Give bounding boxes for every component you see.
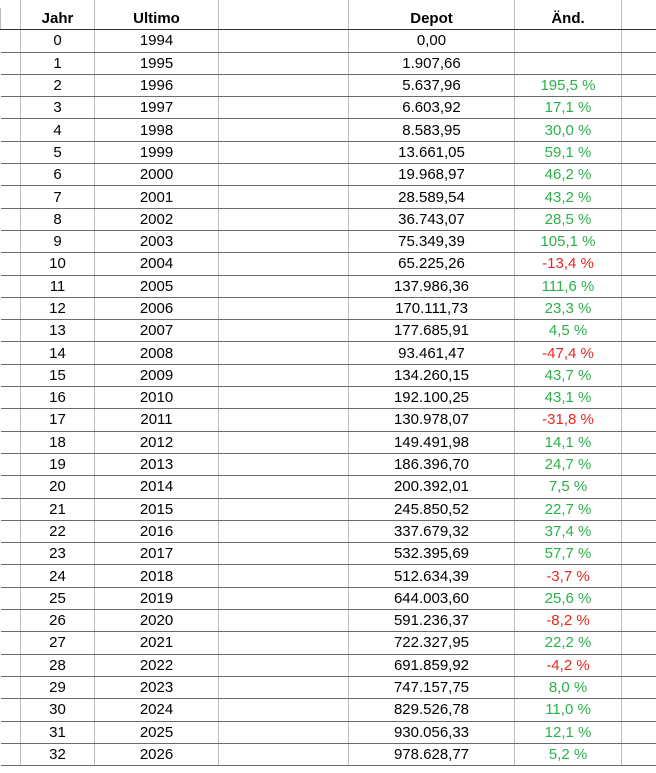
table-row [1,543,656,565]
table-row [1,74,656,96]
cell-empty[interactable] [219,30,349,52]
cell-ultimo[interactable]: 2007 [95,320,219,342]
cell-aend[interactable]: 17,1 % [515,97,622,119]
cell-ultimo[interactable]: 2015 [95,498,219,520]
cell-aend[interactable]: -8,2 % [515,610,622,632]
cell-empty[interactable] [219,676,349,698]
cell-empty[interactable] [219,364,349,386]
table-row [1,654,656,676]
table-row [1,431,656,453]
cell-ultimo[interactable]: 2021 [95,632,219,654]
cell-jahr[interactable]: 7 [21,186,95,208]
cell-right[interactable] [622,743,656,765]
cell-pad[interactable] [1,342,21,364]
cell-pad[interactable] [1,74,21,96]
cell-pad[interactable] [1,565,21,587]
cell-jahr[interactable]: 2 [21,74,95,96]
cell-empty[interactable] [219,610,349,632]
cell-jahr[interactable]: 19 [21,453,95,475]
cell-right[interactable] [622,543,656,565]
grid-line [20,0,21,8]
cell-pad[interactable] [1,699,21,721]
cell-right[interactable] [622,632,656,654]
cell-aend[interactable]: 46,2 % [515,164,622,186]
table-row [1,476,656,498]
cell-ultimo[interactable]: 2010 [95,387,219,409]
cell-jahr[interactable]: 4 [21,119,95,141]
cell-aend[interactable]: 4,5 % [515,320,622,342]
cell-jahr[interactable]: 23 [21,543,95,565]
cell-pad[interactable] [1,320,21,342]
table-row [1,230,656,252]
cell-pad[interactable] [1,676,21,698]
cell-ultimo[interactable]: 2019 [95,587,219,609]
cell-jahr[interactable]: 26 [21,610,95,632]
cell-aend[interactable]: -3,7 % [515,565,622,587]
table-row [1,52,656,74]
cell-jahr[interactable]: 12 [21,297,95,319]
depot-table [0,8,656,766]
table-row [1,119,656,141]
table-row [1,30,656,52]
cell-aend[interactable]: 43,2 % [515,186,622,208]
cell-depot[interactable]: 6.603,92 [349,97,515,119]
cell-empty[interactable] [219,632,349,654]
cell-empty[interactable] [219,164,349,186]
cell-ultimo[interactable]: 2024 [95,699,219,721]
cell-jahr[interactable]: 9 [21,230,95,252]
table-row [1,520,656,542]
cell-ultimo[interactable]: 1996 [95,74,219,96]
cell-jahr[interactable]: 8 [21,208,95,230]
cell-pad[interactable] [1,164,21,186]
cell-pad[interactable] [1,654,21,676]
cell-depot[interactable]: 75.349,39 [349,230,515,252]
cell-empty[interactable] [219,297,349,319]
cell-ultimo[interactable]: 2008 [95,342,219,364]
cell-empty[interactable] [219,52,349,74]
cell-ultimo[interactable]: 2014 [95,476,219,498]
cell-empty[interactable] [219,543,349,565]
cell-right[interactable] [622,52,656,74]
cell-jahr[interactable]: 22 [21,520,95,542]
table-row [1,208,656,230]
cell-depot[interactable]: 137.986,36 [349,275,515,297]
cell-aend[interactable]: -4,2 % [515,654,622,676]
table-row [1,409,656,431]
cell-aend[interactable]: 14,1 % [515,431,622,453]
cell-ultimo[interactable]: 2016 [95,520,219,542]
cell-jahr[interactable]: 11 [21,275,95,297]
cell-pad[interactable] [1,186,21,208]
cell-depot[interactable]: 13.661,05 [349,141,515,163]
cell-depot[interactable]: 747.157,75 [349,676,515,698]
table-row [1,387,656,409]
cell-ultimo[interactable]: 2005 [95,275,219,297]
cell-depot[interactable]: 93.461,47 [349,342,515,364]
table-row [1,498,656,520]
cell-ultimo[interactable]: 2017 [95,543,219,565]
cell-aend[interactable]: 22,2 % [515,632,622,654]
cell-depot[interactable]: 149.491,98 [349,431,515,453]
table-row [1,632,656,654]
cell-depot[interactable]: 829.526,78 [349,699,515,721]
cell-pad[interactable] [1,253,21,275]
cell-aend[interactable]: 37,4 % [515,520,622,542]
cell-right[interactable] [622,364,656,386]
cell-pad[interactable] [1,431,21,453]
cell-depot[interactable]: 36.743,07 [349,208,515,230]
table-row [1,186,656,208]
cell-aend[interactable]: 22,7 % [515,498,622,520]
cell-depot[interactable]: 978.628,77 [349,743,515,765]
cell-right[interactable] [622,699,656,721]
cell-jahr[interactable]: 24 [21,565,95,587]
cell-right[interactable] [622,97,656,119]
cell-empty[interactable] [219,342,349,364]
cell-ultimo[interactable]: 1997 [95,97,219,119]
cell-aend[interactable]: -31,8 % [515,409,622,431]
cell-depot[interactable]: 19.968,97 [349,164,515,186]
cell-depot[interactable]: 930.056,33 [349,721,515,743]
cell-right[interactable] [622,453,656,475]
cell-jahr[interactable]: 6 [21,164,95,186]
cell-empty[interactable] [219,587,349,609]
cell-right[interactable] [622,320,656,342]
cell-ultimo[interactable]: 2006 [95,297,219,319]
cell-right[interactable] [622,119,656,141]
cell-empty[interactable] [219,119,349,141]
cell-jahr[interactable]: 16 [21,387,95,409]
table-row [1,297,656,319]
cell-jahr[interactable]: 31 [21,721,95,743]
header-cell-empty[interactable] [219,8,349,30]
cell-empty[interactable] [219,520,349,542]
cell-jahr[interactable]: 32 [21,743,95,765]
cell-depot[interactable]: 245.850,52 [349,498,515,520]
cell-depot[interactable]: 722.327,95 [349,632,515,654]
cell-pad[interactable] [1,141,21,163]
cell-aend[interactable] [515,52,622,74]
cell-ultimo[interactable]: 2025 [95,721,219,743]
cell-pad[interactable] [1,721,21,743]
cell-ultimo[interactable]: 2003 [95,230,219,252]
cell-pad[interactable] [1,297,21,319]
cell-right[interactable] [622,520,656,542]
cell-empty[interactable] [219,453,349,475]
cell-aend[interactable]: 5,2 % [515,743,622,765]
table-row [1,743,656,765]
cell-aend[interactable]: 195,5 % [515,74,622,96]
cell-right[interactable] [622,498,656,520]
cell-pad[interactable] [1,743,21,765]
table-row [1,275,656,297]
cell-depot[interactable]: 177.685,91 [349,320,515,342]
cell-ultimo[interactable]: 1994 [95,30,219,52]
cell-pad[interactable] [1,498,21,520]
cell-right[interactable] [622,721,656,743]
cell-ultimo[interactable]: 2002 [95,208,219,230]
cell-aend[interactable]: 8,0 % [515,676,622,698]
cell-right[interactable] [622,164,656,186]
cell-pad[interactable] [1,520,21,542]
cell-ultimo[interactable]: 2012 [95,431,219,453]
cell-pad[interactable] [1,476,21,498]
cell-aend[interactable]: 23,3 % [515,297,622,319]
cell-aend[interactable]: 28,5 % [515,208,622,230]
cell-ultimo[interactable]: 2013 [95,453,219,475]
cell-aend[interactable]: 11,0 % [515,699,622,721]
cell-jahr[interactable]: 29 [21,676,95,698]
table-row [1,320,656,342]
table-body [1,30,656,766]
cell-aend[interactable] [515,30,622,52]
cell-right[interactable] [622,141,656,163]
cell-pad[interactable] [1,119,21,141]
cell-depot[interactable]: 186.396,70 [349,453,515,475]
cell-empty[interactable] [219,230,349,252]
cell-depot[interactable]: 591.236,37 [349,610,515,632]
cell-pad[interactable] [1,52,21,74]
cell-depot[interactable]: 1.907,66 [349,52,515,74]
cell-jahr[interactable]: 30 [21,699,95,721]
grid-line [348,0,349,8]
cell-empty[interactable] [219,743,349,765]
cell-pad[interactable] [1,97,21,119]
cell-pad[interactable] [1,453,21,475]
cell-ultimo[interactable]: 2020 [95,610,219,632]
cell-aend[interactable]: 57,7 % [515,543,622,565]
cell-jahr[interactable]: 13 [21,320,95,342]
cell-jahr[interactable]: 14 [21,342,95,364]
cell-right[interactable] [622,253,656,275]
cell-pad[interactable] [1,632,21,654]
cell-ultimo[interactable]: 2026 [95,743,219,765]
cell-jahr[interactable]: 17 [21,409,95,431]
cell-aend[interactable]: 59,1 % [515,141,622,163]
cell-right[interactable] [622,610,656,632]
cell-empty[interactable] [219,97,349,119]
cell-empty[interactable] [219,275,349,297]
cell-jahr[interactable]: 21 [21,498,95,520]
cell-aend[interactable]: 43,1 % [515,387,622,409]
cell-right[interactable] [622,387,656,409]
cell-right[interactable] [622,342,656,364]
cell-ultimo[interactable]: 2001 [95,186,219,208]
cell-right[interactable] [622,30,656,52]
cell-pad[interactable] [1,409,21,431]
cell-right[interactable] [622,676,656,698]
cell-right[interactable] [622,186,656,208]
cell-empty[interactable] [219,186,349,208]
cell-right[interactable] [622,654,656,676]
table-row [1,364,656,386]
cell-pad[interactable] [1,387,21,409]
cell-right[interactable] [622,297,656,319]
cell-empty[interactable] [219,721,349,743]
cell-jahr[interactable]: 1 [21,52,95,74]
grid-line [621,0,622,8]
cell-depot[interactable]: 8.583,95 [349,119,515,141]
header-row [1,8,656,30]
cell-empty[interactable] [219,74,349,96]
cell-depot[interactable]: 5.637,96 [349,74,515,96]
table-row [1,453,656,475]
table-row [1,253,656,275]
cell-ultimo[interactable]: 2018 [95,565,219,587]
cell-right[interactable] [622,74,656,96]
table-row [1,342,656,364]
cell-empty[interactable] [219,654,349,676]
cell-pad[interactable] [1,208,21,230]
cell-aend[interactable]: 7,5 % [515,476,622,498]
cell-depot[interactable]: 170.111,73 [349,297,515,319]
cell-empty[interactable] [219,699,349,721]
cell-depot[interactable]: 200.392,01 [349,476,515,498]
cell-jahr[interactable]: 5 [21,141,95,163]
table-row [1,141,656,163]
cell-aend[interactable]: 30,0 % [515,119,622,141]
cell-ultimo[interactable]: 2023 [95,676,219,698]
header-aend[interactable]: Änd. [515,8,622,30]
header-cell-right[interactable] [622,8,656,30]
cell-jahr[interactable]: 10 [21,253,95,275]
cell-right[interactable] [622,409,656,431]
cell-ultimo[interactable]: 2022 [95,654,219,676]
cell-depot[interactable]: 28.589,54 [349,186,515,208]
cell-pad[interactable] [1,230,21,252]
cell-depot[interactable]: 192.100,25 [349,387,515,409]
cell-depot[interactable]: 691.859,92 [349,654,515,676]
partial-top-row [0,0,656,8]
cell-empty[interactable] [219,409,349,431]
header-depot[interactable]: Depot [349,8,515,30]
cell-aend[interactable]: 111,6 % [515,275,622,297]
cell-ultimo[interactable]: 1995 [95,52,219,74]
cell-ultimo[interactable]: 2004 [95,253,219,275]
cell-aend[interactable]: 43,7 % [515,364,622,386]
cell-jahr[interactable]: 3 [21,97,95,119]
cell-aend[interactable]: 25,6 % [515,587,622,609]
cell-depot[interactable]: 130.978,07 [349,409,515,431]
cell-pad[interactable] [1,364,21,386]
cell-pad[interactable] [1,30,21,52]
cell-empty[interactable] [219,476,349,498]
cell-right[interactable] [622,587,656,609]
header-jahr[interactable]: Jahr [21,8,95,30]
table-row [1,699,656,721]
cell-pad[interactable] [1,587,21,609]
cell-jahr[interactable]: 28 [21,654,95,676]
cell-empty[interactable] [219,253,349,275]
cell-jahr[interactable]: 27 [21,632,95,654]
cell-empty[interactable] [219,387,349,409]
cell-ultimo[interactable]: 2009 [95,364,219,386]
cell-jahr[interactable]: 18 [21,431,95,453]
cell-right[interactable] [622,476,656,498]
cell-depot[interactable]: 134.260,15 [349,364,515,386]
cell-aend[interactable]: 24,7 % [515,453,622,475]
table-row [1,676,656,698]
cell-ultimo[interactable]: 2000 [95,164,219,186]
table-row [1,587,656,609]
cell-right[interactable] [622,208,656,230]
cell-right[interactable] [622,230,656,252]
cell-pad[interactable] [1,543,21,565]
table-row [1,164,656,186]
cell-aend[interactable]: -47,4 % [515,342,622,364]
cell-ultimo[interactable]: 1999 [95,141,219,163]
cell-jahr[interactable]: 15 [21,364,95,386]
cell-right[interactable] [622,565,656,587]
cell-empty[interactable] [219,320,349,342]
cell-empty[interactable] [219,565,349,587]
cell-empty[interactable] [219,141,349,163]
cell-empty[interactable] [219,431,349,453]
table-row [1,610,656,632]
table-row [1,565,656,587]
cell-jahr[interactable]: 25 [21,587,95,609]
grid-line [218,0,219,8]
cell-empty[interactable] [219,498,349,520]
cell-jahr[interactable]: 20 [21,476,95,498]
header-cell-pad[interactable] [1,8,21,30]
cell-depot[interactable]: 337.679,32 [349,520,515,542]
cell-pad[interactable] [1,275,21,297]
cell-aend[interactable]: -13,4 % [515,253,622,275]
cell-empty[interactable] [219,208,349,230]
cell-jahr[interactable]: 0 [21,30,95,52]
cell-ultimo[interactable]: 2011 [95,409,219,431]
cell-depot[interactable]: 512.634,39 [349,565,515,587]
header-ultimo[interactable]: Ultimo [95,8,219,30]
cell-depot[interactable]: 644.003,60 [349,587,515,609]
grid-line [514,0,515,8]
cell-aend[interactable]: 105,1 % [515,230,622,252]
table-row [1,97,656,119]
cell-pad[interactable] [1,610,21,632]
cell-depot[interactable]: 532.395,69 [349,543,515,565]
cell-right[interactable] [622,431,656,453]
table-row [1,721,656,743]
cell-right[interactable] [622,275,656,297]
cell-ultimo[interactable]: 1998 [95,119,219,141]
cell-aend[interactable]: 12,1 % [515,721,622,743]
cell-depot[interactable]: 0,00 [349,30,515,52]
grid-line [94,0,95,8]
cell-depot[interactable]: 65.225,26 [349,253,515,275]
